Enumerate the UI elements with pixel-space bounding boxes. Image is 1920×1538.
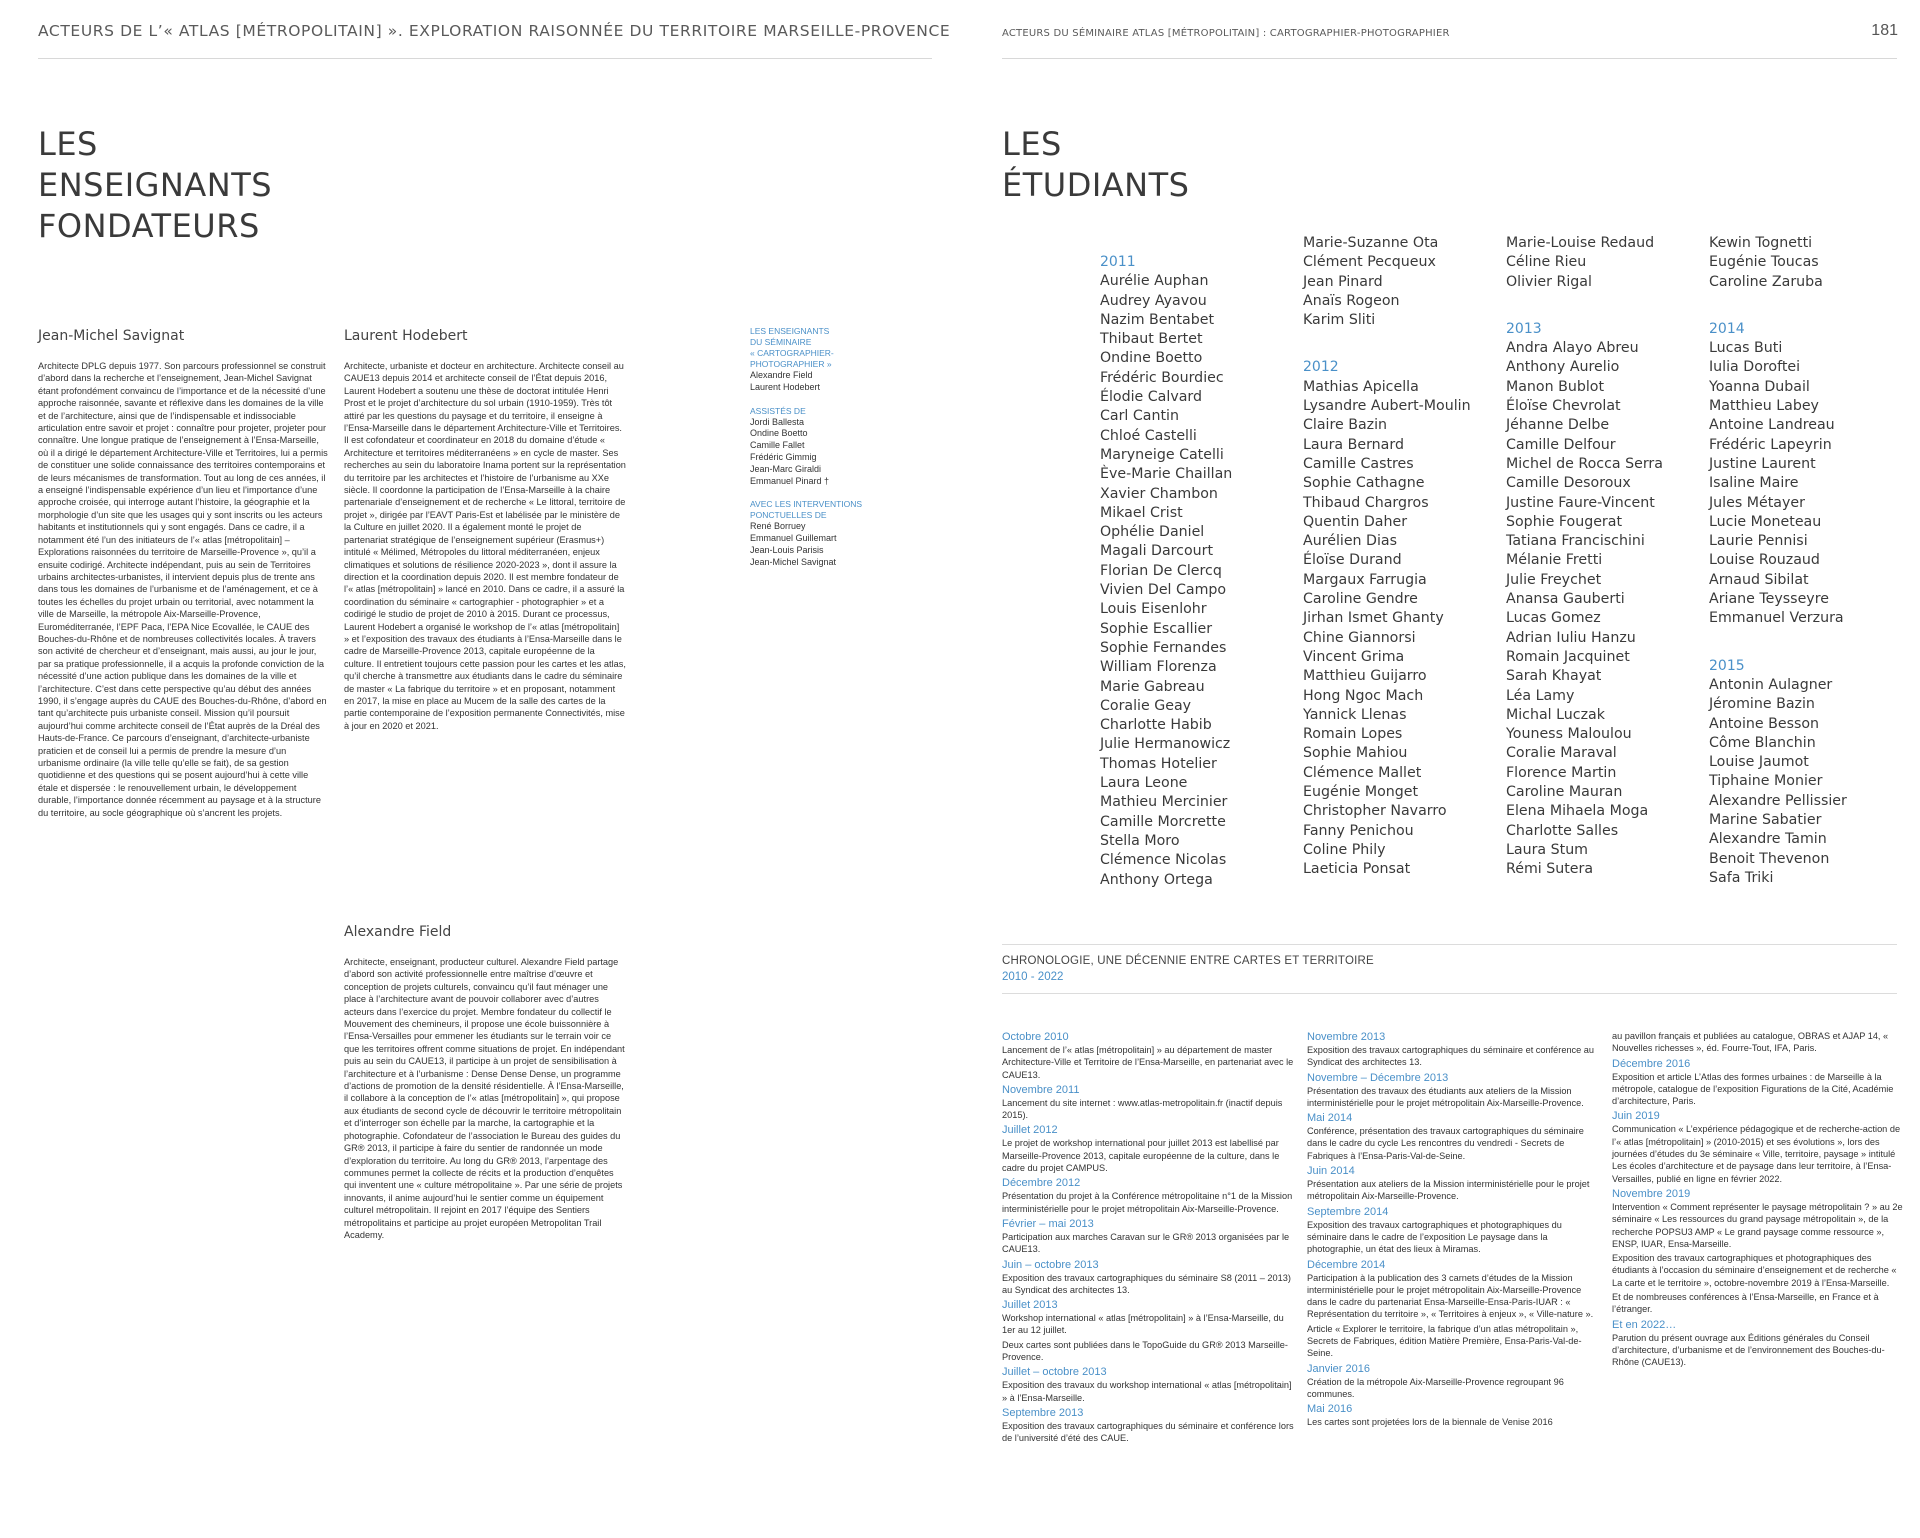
student-name: Romain Jacquinet <box>1506 648 1630 665</box>
student-name: Sophie Cathagne <box>1303 475 1425 492</box>
student-name: Florence Martin <box>1506 764 1617 781</box>
event-date: Juillet 2012 <box>1002 1124 1058 1137</box>
chronology-column <box>1307 1030 1602 1431</box>
student-name: Clémence Mallet <box>1303 764 1422 781</box>
student-name: Safa Triki <box>1709 869 1774 886</box>
event-text: Création de la métropole Aix-Marseille-Provence regroupant 96 communes. <box>1307 1376 1564 1399</box>
student-name: Sarah Khayat <box>1506 668 1602 685</box>
event-text: Deux cartes sont publiées dans le TopoGuide du GR® 2013 Marseille-Provence. <box>1002 1339 1288 1363</box>
student-name: Rémi Sutera <box>1506 861 1594 878</box>
sidebar-name: Ondine Boetto <box>750 428 808 439</box>
event-date: Septembre 2013 <box>1002 1406 1084 1419</box>
student-name: Coralie Maraval <box>1506 745 1617 762</box>
student-name: Benoit Thevenon <box>1709 850 1830 867</box>
student-name: Caroline Zaruba <box>1709 273 1823 290</box>
student-name: Mikael Crist <box>1100 504 1183 521</box>
student-name: Mélanie Fretti <box>1506 552 1603 569</box>
section-title <box>38 124 272 247</box>
chronology-column <box>1612 1030 1907 1371</box>
sidebar-name: René Borruey <box>750 521 806 532</box>
student-column <box>1506 234 1706 880</box>
year-label: 2014 <box>1709 320 1745 337</box>
student-name: Hong Ngoc Mach <box>1303 687 1424 704</box>
student-name: Frédéric Lapeyrin <box>1709 436 1832 453</box>
event-text: Lancement du site internet : www.atlas-metropolitain.fr (inactif depuis 2015). <box>1002 1097 1283 1121</box>
event-text: Participation aux marches Caravan sur le GR® 2013 organisées par le CAUE13. <box>1002 1231 1290 1255</box>
running-head: ACTEURS DU SÉMINAIRE ATLAS [MÉTROPOLITAIN] : CARTOGRAPHIER-PHOTOGRAPHIER <box>1002 28 1450 39</box>
student-name: Élodie Calvard <box>1100 389 1202 406</box>
header-rule <box>38 58 932 59</box>
student-name: Éloïse Chevrolat <box>1506 398 1621 415</box>
student-name: Marine Sabatier <box>1709 812 1822 829</box>
title-line: FONDATEURS <box>38 207 260 245</box>
event-text: Exposition des travaux cartographiques du séminaire et conférence lors de l’université d’été des CAUE. <box>1002 1420 1294 1444</box>
student-name: Lysandre Aubert-Moulin <box>1303 398 1471 415</box>
student-name: Youness Maloulou <box>1506 726 1632 743</box>
student-name: Anaïs Rogeon <box>1303 292 1400 309</box>
student-name: Vivien Del Campo <box>1100 582 1227 599</box>
student-name: Coralie Geay <box>1100 697 1192 714</box>
student-name: Antonin Aulagner <box>1709 676 1833 693</box>
event-date: Décembre 2016 <box>1612 1057 1691 1070</box>
event-text: Présentation du projet à la Conférence métropolitaine n°1 de la Mission interministérielle pour le projet métropolitain Aix-Marseille-Provence. <box>1002 1191 1293 1214</box>
event-date: Juin 2019 <box>1612 1110 1660 1123</box>
student-name: Olivier Rigal <box>1506 273 1592 290</box>
student-name: Côme Blanchin <box>1709 734 1816 751</box>
student-name: Marie-Louise Redaud <box>1506 235 1655 251</box>
student-name: Matthieu Guijarro <box>1303 668 1427 685</box>
student-name: Alexandre Tamin <box>1709 831 1827 848</box>
sidebar-heading: DU SÉMINAIRE <box>750 337 812 347</box>
event-text: Article « Explorer le territoire, la fabrique d’un atlas métropolitain », Secrets de Fabriques, édition Matière Première, Ensa-Paris-Val-de-Seine. <box>1307 1323 1582 1359</box>
person-bio: Architecte, urbaniste et docteur en architecture. Architecte conseil au CAUE13 depuis 2014 et architecte conseil de l’État depuis 2016, Laurent Hodebert a soutenu une thèse de doctorat intitulée Henri Prost et le projet d’architecture du sol urbain (1910-1959). Très tôt attiré par les questions du paysage et du territoire, il enseigne à l’Ensa-Marseille dans le département Architecture-Ville et Territoires. Il est cofondateur et coordinateur en 2018 du domaine d’étude « Architecture et territoires méditerranéens » en cycle de master. Ses recherches au sein du laboratoire Inama portent sur la représentation du territoire par les architectes et l’histoire de l’urbanisme au XXe siècle. Il coordonne la participation de l’Ensa-Marseille à la chaire partenariale d’enseignement et de recherche « Le littoral, territoire de projet », dirigée par l’EAVT Paris-Est et labélisée par le ministère de la Culture en juillet 2020. Il a également monté le projet de partenariat stratégique de l’enseignement supérieur (Erasmus+) intitulé « Mélimed, Métropoles du littoral méditerranéen, enjeux climatiques et solutions de résilience 2020-2023 », dont il assure la direction et la coordination depuis 2020. Il est membre fondateur de l’« atlas [métropolitain] » lancé en 2010. Dans ce cadre, il a assuré la coordination du séminaire « cartographier - photographier » et a codirigé le studio de projet de 2010 à 2015. Durant ce processus, Laurent Hodebert a organisé le workshop de l’« atlas [métropolitain] » et l’exposition des travaux des étudiants à l’Ensa-Marseille dans le cadre de Marseille-Provence 2013, capitale européenne de la culture. Il entretient toujours cette passion pour les cartes et les atlas, qu’il cherche à transmettre aux étudiants dans le cadre du séminaire de master « La fabrique du territoire » et en proposant, notamment en 2017, la mise en place au Mucem de la salle des cartes de la partie contemporaine de l’exposition permanente Connectivités, mise à jour en 2020 et 2021. <box>344 361 626 731</box>
event-text: Participation à la publication des 3 carnets d’études de la Mission interministérielle pour le projet métropolitain Aix-Marseille-Provence dans le cadre du partenariat Ensa-Marseille-Ensa-Paris-IUAR : « Représentation du territoire », « Territoires à enjeux », « Ville-nature ». <box>1307 1272 1594 1320</box>
student-name: Fanny Penichou <box>1303 822 1414 839</box>
student-name: Vincent Grima <box>1303 648 1405 665</box>
student-name: Anthony Aurelio <box>1506 359 1620 376</box>
student-name: Anansa Gauberti <box>1506 591 1625 608</box>
person-name: Alexandre Field <box>344 924 452 940</box>
student-name: Manon Bublot <box>1506 378 1605 395</box>
event-date: Décembre 2014 <box>1307 1258 1386 1271</box>
year-gap <box>1506 292 1706 320</box>
event-text: Exposition des travaux cartographiques et photographiques des étudiants à l’occasion du séminaire d’enseignement et de recherche « La carte et le territoire », octobre-novembre 2019 à l’Ensa-Marseille. <box>1612 1253 1897 1288</box>
sidebar-heading: PONCTUELLES DE <box>750 510 827 521</box>
sidebar-heading: « CARTOGRAPHIER- <box>750 348 834 358</box>
student-name: Romain Lopes <box>1303 726 1403 743</box>
sidebar-heading: LES ENSEIGNANTS <box>750 326 830 336</box>
sidebar-name: Jean-Louis Parisis <box>750 544 824 555</box>
student-column <box>1303 234 1503 880</box>
student-name: Julie Freychet <box>1506 571 1602 588</box>
student-name: Antoine Besson <box>1709 715 1820 732</box>
chronology-title: CHRONOLOGIE, UNE DÉCENNIE ENTRE CARTES ET TERRITOIRE <box>1002 955 1374 967</box>
student-name: Tiphaine Monier <box>1709 773 1823 790</box>
student-name: Matthieu Labey <box>1709 398 1819 415</box>
year-label: 2012 <box>1303 359 1339 376</box>
event-date: Mai 2016 <box>1307 1403 1353 1416</box>
student-name: Caroline Gendre <box>1303 591 1418 608</box>
sidebar-group <box>750 499 900 568</box>
sidebar-heading: PHOTOGRAPHIER » <box>750 359 832 369</box>
student-name: Thibaud Chargros <box>1303 494 1429 511</box>
year-gap <box>1303 330 1503 358</box>
student-name: Eugénie Toucas <box>1709 254 1819 271</box>
event-text: Le projet de workshop international pour juillet 2013 est labellisé par Marseille-Provence 2013, capitale européenne de la culture, dans le cadre du projet CAMPUS. <box>1002 1138 1280 1174</box>
event-date: Juillet 2013 <box>1002 1299 1058 1312</box>
student-name: Jirhan Ismet Ghanty <box>1303 610 1444 627</box>
event-date: Novembre – Décembre 2013 <box>1307 1071 1449 1084</box>
event-date: Octobre 2010 <box>1002 1031 1069 1043</box>
title-line: LES <box>38 125 98 163</box>
student-name: Clémence Nicolas <box>1100 852 1227 869</box>
student-name: Aurélien Dias <box>1303 533 1398 550</box>
student-name: Camille Castres <box>1303 455 1414 472</box>
event-text: au pavillon français et publiées au catalogue, OBRAS et AJAP 14, « Nouvelles richesses », éd. Fourre-Tout, IFA, Paris. <box>1612 1031 1889 1054</box>
student-name: Mathias Apicella <box>1303 378 1419 395</box>
student-name: Camille Delfour <box>1506 436 1616 453</box>
event-date: Février – mai 2013 <box>1002 1217 1094 1230</box>
section-title <box>1002 124 1189 206</box>
student-name: Carl Cantin <box>1100 408 1179 425</box>
teachers-sidebar <box>750 326 900 581</box>
student-column <box>1709 234 1909 888</box>
student-name: Camille Desoroux <box>1506 475 1631 492</box>
person-field <box>344 924 626 1241</box>
student-name: Louis Eisenlohr <box>1100 601 1207 618</box>
chronology-years: 2010 - 2022 <box>1002 971 1064 983</box>
person-bio: Architecte, enseignant, producteur culturel. Alexandre Field partage d’abord son activité professionnelle entre maîtrise d’œuvre et conception de projets culturels, convaincu qu’il faut ménager une place à l’architecture avant de pouvoir collaborer avec d’autres acteurs dans l’exercice du projet. Membre fondateur du collectif le Mouvement des chemineurs, il propose une école buissonnière à l’Ensa-Versailles pour emmener les étudiants sur le terrain voir ce que les territoires offrent comme situations de projet. En indépendant puis au sein du CAUE13, il participe à un projet de sensibilisation à l’architecture et à l’urbanisme : Dense Dense Dense, un programme d’actions de promotion de la densité résidentielle. À l’Ensa-Marseille, il collabore à la conception de l’« atlas [métropolitain] », qui propose aux étudiants de second cycle de découvrir le territoire métropolitain et d’interroger son échelle par la marche, la cartographie et la photographie. Cofondateur de l’association le Bureau des guides du GR® 2013, il participe à faire du sentier de randonnée un mode d’exploration du territoire. Au long du GR® 2013, l’arpentage des communes permet la collecte de récits et la production d’enquêtes qui inventent une « culture métropolitaine ». Par une série de projets innovants, il anime aujourd’hui le sentier comme un équipement culturel métropolitain. Il rejoint en 2017 l’équipe des Sentiers métropolitains et participe au projet européen Metropolitan Trail Academy. <box>344 957 625 1240</box>
sidebar-group <box>750 326 900 394</box>
student-name: Jéromine Bazin <box>1709 696 1815 713</box>
title-line: ÉTUDIANTS <box>1002 166 1190 204</box>
year-gap <box>1709 629 1909 657</box>
student-name: Ondine Boetto <box>1100 350 1203 367</box>
event-date: Septembre 2014 <box>1307 1205 1389 1218</box>
event-text: Présentation aux ateliers de la Mission interministérielle pour le projet métropolitain Aix-Marseille-Provence. <box>1307 1179 1590 1202</box>
student-name: Marie-Suzanne Ota <box>1303 235 1439 251</box>
event-date: Mai 2014 <box>1307 1112 1353 1125</box>
sidebar-group <box>750 406 900 488</box>
student-name: Céline Rieu <box>1506 254 1587 271</box>
student-name: Charlotte Habib <box>1100 717 1212 734</box>
student-name: Anthony Ortega <box>1100 871 1213 888</box>
student-name: Laura Stum <box>1506 841 1589 858</box>
student-name: Ariane Teysseyre <box>1709 591 1829 608</box>
student-name: Marie Gabreau <box>1100 678 1205 695</box>
student-name: Clément Pecqueux <box>1303 254 1436 271</box>
student-name: Louise Rouzaud <box>1709 552 1820 569</box>
event-text: Exposition des travaux cartographiques du séminaire et conférence au Syndicat des architectes 13. <box>1307 1045 1595 1068</box>
event-text: Intervention « Comment représenter le paysage métropolitain ? » au 2e séminaire « Les ressources du grand paysage métropolitain », de la recherche POPSU3 AMP « Le grand paysage comme ressource », ENSP, IUAR, Ensa-Marseille. <box>1612 1201 1903 1249</box>
event-text: Et de nombreuses conférences à l’Ensa-Marseille, en France et à l’étranger. <box>1612 1292 1879 1315</box>
event-date: Novembre 2019 <box>1612 1187 1691 1200</box>
sidebar-heading: ASSISTÉS DE <box>750 405 806 416</box>
student-name: Claire Bazin <box>1303 417 1388 434</box>
event-date: Juillet – octobre 2013 <box>1002 1366 1107 1379</box>
event-text: Conférence, présentation des travaux cartographiques du séminaire dans le cadre du cycle Les rencontres du vendredi - Secrets de Fabriques à l’Ensa-Paris-Val-de-Seine. <box>1307 1126 1584 1161</box>
event-text: Exposition et article L’Atlas des formes urbaines : de Marseille à la métropole, catalogue de l’exposition Figurations de la Cité, Académie d’architecture, Paris. <box>1612 1071 1894 1107</box>
person-bio: Architecte DPLG depuis 1977. Son parcours professionnel se construit d’abord dans la recherche et l’enseignement, Jean-Michel Savignat étant profondément convaincu de l’importance et de la nécessité d’une approche raisonnée, savante et réflexive dans les domaines de la ville et de l’architecture, ainsi que de l’indispensable et indissociable articulation entre savoir et projet : connaître pour projeter, projeter pour connaître. Une longue pratique de l’enseignement à l’Ensa-Marseille, où il a dirigé le département Architecture-Ville et Territoires, lui a permis de constituer une solide connaissance des territoires contemporains et de leurs mécanismes de transformation. Tout au long de ces années, il a enseigné l’indispensable expérience d’un lieu et l’importance d’une approche croisée, qui interroge autant l’histoire, la géographie et la morphologie d’un site que les usages qui y sont inscrits ou les acteurs habitants et institutionnels qui y sont engagés. Dans ce cadre, il a notamment été l’un des initiateurs de l’« atlas [métropolitain] – Explorations raisonnées du territoire de Marseille-Provence », qu’il a ensuite codirigé. Architecte indépendant, puis au sein de Territoires urbains architectes-urbanistes, il intervient depuis plus de trente ans dans tous les domaines de l’urbanisme et de l’aménagement, et ce à toutes les échelles du projet urbain ou territorial, avec notamment la ville de Marseille, la métropole Aix-Marseille-Provence, Euroméditerranée, l’EPF Paca, l’EPA Nice Ecovallée, le CAUE des Bouches-du-Rhône et de nombreuses collectivités locales. À travers son activité de chercheur et d’enseignant, mais aussi, au jour le jour, par sa pratique professionnelle, il a acquis la profonde conviction de la nécessité d’une action publique dans les domaines de la ville et l’architecture. C’est dans cette perspective qu’au début des années 1990, il s’engage auprès du CAUE des Bouches-du-Rhône, d’abord en tant qu’architecte puis urbaniste conseil. Mission qu’il poursuit aujourd’hui comme architecte conseil de l’État auprès de la Dréal des Hauts-de-France. Ce parcours d’enseignant, d’architecte-urbaniste praticien et de conseil lui a permis de prendre la mesure d’un urbanisme ordinaire (la ville telle qu’elle se fait), de sa gestion quotidienne et des questions qui se posent aujourd’hui à cette ville étale et dispersée : le renouvellement urbain, le développement durable, l’importance donnée récemment au paysage et à la structure du territoire, au socle géographique où s’ancrent les projets. <box>38 361 328 818</box>
student-name: Coline Phily <box>1303 841 1386 858</box>
student-name: Laurie Pennisi <box>1709 533 1808 550</box>
year-label: 2013 <box>1506 320 1542 337</box>
student-name: Margaux Farrugia <box>1303 571 1427 588</box>
student-name: Sophie Fernandes <box>1100 639 1227 656</box>
student-name: Caroline Mauran <box>1506 784 1623 801</box>
student-name: Lucie Moneteau <box>1709 513 1822 530</box>
student-column <box>1100 253 1300 890</box>
person-hodebert <box>344 328 626 732</box>
sidebar-name: Alexandre Field <box>750 370 813 380</box>
student-name: Karim Sliti <box>1303 312 1376 329</box>
page-number: 181 <box>1871 22 1898 39</box>
student-name: Éloïse Durand <box>1303 552 1402 569</box>
student-name: Arnaud Sibilat <box>1709 571 1809 588</box>
event-text: Les cartes sont projetées lors de la biennale de Venise 2016 <box>1307 1417 1553 1428</box>
sidebar-name: Camille Fallet <box>750 440 805 451</box>
sidebar-name: Jordi Ballesta <box>750 416 805 427</box>
student-name: Lucas Gomez <box>1506 610 1601 627</box>
chronology-bottom-rule <box>1002 993 1897 994</box>
title-line: ENSEIGNANTS <box>38 166 273 204</box>
student-name: Florian De Clercq <box>1100 562 1222 579</box>
year-gap <box>1709 292 1909 320</box>
event-date: Juin – octobre 2013 <box>1002 1258 1099 1271</box>
event-text: Communication « L’expérience pédagogique et de recherche-action de l’« atlas [métropolitain] » (2010-2015) et ses évolutions », lors des journées d’études du 3e séminaire « Ville, territoire, paysage » intitulé Les écoles d’architecture et de paysage dans leur territoire, à l’Ensa-Versailles, publié en ligne en février 2022. <box>1612 1124 1901 1184</box>
student-name: Laura Bernard <box>1303 436 1404 453</box>
person-name: Laurent Hodebert <box>344 328 468 344</box>
student-name: Isaline Maire <box>1709 475 1799 492</box>
student-name: Yannick Llenas <box>1303 706 1407 723</box>
student-name: Léa Lamy <box>1506 687 1575 704</box>
student-name: Sophie Escallier <box>1100 620 1213 637</box>
student-name: Jéhanne Delbe <box>1506 417 1610 434</box>
student-name: Elena Mihaela Moga <box>1506 803 1649 820</box>
student-name: Aurélie Auphan <box>1100 273 1209 290</box>
header-rule <box>1002 58 1897 59</box>
student-name: Camille Morcrette <box>1100 813 1226 830</box>
student-name: Audrey Ayavou <box>1100 292 1207 309</box>
student-name: Lucas Buti <box>1709 340 1783 357</box>
student-name: Nazim Bentabet <box>1100 311 1215 328</box>
student-name: Jean Pinard <box>1303 273 1383 290</box>
student-name: Sophie Mahiou <box>1303 745 1408 762</box>
year-label: 2011 <box>1100 254 1136 270</box>
student-name: Adrian Iuliu Hanzu <box>1506 629 1636 646</box>
student-name: Andra Alayo Abreu <box>1506 340 1639 357</box>
sidebar-name: Jean-Michel Savignat <box>750 556 837 567</box>
student-name: Xavier Chambon <box>1100 485 1218 502</box>
student-name: Antoine Landreau <box>1709 417 1835 434</box>
student-name: Emmanuel Verzura <box>1709 610 1844 627</box>
sidebar-name: Jean-Marc Giraldi <box>750 463 822 474</box>
student-name: Stella Moro <box>1100 832 1180 849</box>
student-name: Jules Métayer <box>1709 494 1805 511</box>
event-date: Janvier 2016 <box>1307 1362 1370 1375</box>
event-text: Exposition des travaux du workshop international « atlas [métropolitain] » à l’Ensa-Marseille. <box>1002 1380 1292 1403</box>
student-name: Justine Faure-Vincent <box>1506 494 1655 511</box>
student-name: Iulia Doroftei <box>1709 359 1801 376</box>
sidebar-name: Emmanuel Pinard † <box>750 475 830 486</box>
sidebar-name: Frédéric Gimmig <box>750 451 817 462</box>
student-name: Laura Leone <box>1100 775 1188 792</box>
student-name: Christopher Navarro <box>1303 803 1447 820</box>
event-text: Exposition des travaux cartographiques et photographiques du séminaire dans le cadre de l’exposition Le paysage dans la photographie, un état des lieux à Miramas. <box>1307 1219 1562 1255</box>
student-name: Louise Jaumot <box>1709 754 1809 771</box>
event-date: Novembre 2011 <box>1002 1083 1080 1096</box>
student-name: Mathieu Mercinier <box>1100 794 1228 811</box>
sidebar-heading: AVEC LES INTERVENTIONS <box>750 499 863 510</box>
student-name: Quentin Daher <box>1303 513 1408 530</box>
event-text: Exposition des travaux cartographiques du séminaire S8 (2011 – 2013) au Syndicat des architectes 13. <box>1002 1272 1291 1295</box>
event-date: Et en 2022… <box>1612 1318 1677 1331</box>
student-name: Chine Giannorsi <box>1303 629 1416 646</box>
student-name: Eugénie Monget <box>1303 784 1419 801</box>
student-name: Justine Laurent <box>1709 455 1816 472</box>
student-name: Julie Hermanowicz <box>1100 736 1231 753</box>
event-date: Juin 2014 <box>1307 1165 1355 1178</box>
event-date: Décembre 2012 <box>1002 1177 1081 1190</box>
running-head: ACTEURS DE L’« ATLAS [MÉTROPOLITAIN] ». EXPLORATION RAISONNÉE DU TERRITOIRE MARSEILLE-PROVENCE <box>38 22 951 40</box>
student-name: Frédéric Bourdiec <box>1100 369 1224 386</box>
student-name: Chloé Castelli <box>1100 427 1197 444</box>
student-name: Tatiana Francischini <box>1506 533 1645 550</box>
event-date: Novembre 2013 <box>1307 1031 1386 1043</box>
student-name: William Florenza <box>1100 659 1217 676</box>
sidebar-name: Laurent Hodebert <box>750 381 821 392</box>
student-name: Michal Luczak <box>1506 706 1605 723</box>
student-name: Sophie Fougerat <box>1506 513 1623 530</box>
student-name: Ophélie Daniel <box>1100 524 1205 541</box>
student-name: Kewin Tognetti <box>1709 235 1813 251</box>
chronology-column <box>1002 1030 1297 1447</box>
chronology-top-rule <box>1002 944 1897 945</box>
event-text: Workshop international « atlas [métropolitain] » à l’Ensa-Marseille, du 1er au 12 juillet. <box>1002 1313 1284 1336</box>
event-text: Présentation des travaux des étudiants aux ateliers de la Mission interministérielle pour le projet métropolitain Aix-Marseille-Provence. <box>1307 1085 1584 1108</box>
person-savignat <box>38 328 330 819</box>
person-name: Jean-Michel Savignat <box>38 328 185 344</box>
student-name: Charlotte Salles <box>1506 822 1619 839</box>
student-name: Ève-Marie Chaillan <box>1100 466 1233 483</box>
student-name: Thomas Hotelier <box>1100 755 1217 772</box>
student-name: Laeticia Ponsat <box>1303 861 1411 878</box>
student-name: Maryneige Catelli <box>1100 446 1224 463</box>
event-text: Parution du présent ouvrage aux Éditions générales du Conseil d’architecture, d’urbanisme et de l’environnement des Bouches-du-Rhône (CAUE13). <box>1612 1332 1885 1368</box>
student-name: Magali Darcourt <box>1100 543 1214 560</box>
student-name: Thibaut Bertet <box>1100 331 1203 348</box>
student-name: Michel de Rocca Serra <box>1506 455 1663 472</box>
year-label: 2015 <box>1709 657 1745 674</box>
student-name: Alexandre Pellissier <box>1709 792 1847 809</box>
student-name: Yoanna Dubail <box>1709 378 1810 395</box>
title-line: LES <box>1002 125 1062 163</box>
right-page <box>960 0 1920 1538</box>
sidebar-name: Emmanuel Guillemart <box>750 533 837 544</box>
event-text: Lancement de l’« atlas [métropolitain] » au département de master Architecture-Ville et Territoire de l’Ensa-Marseille, en partenariat avec le CAUE13. <box>1002 1045 1294 1080</box>
